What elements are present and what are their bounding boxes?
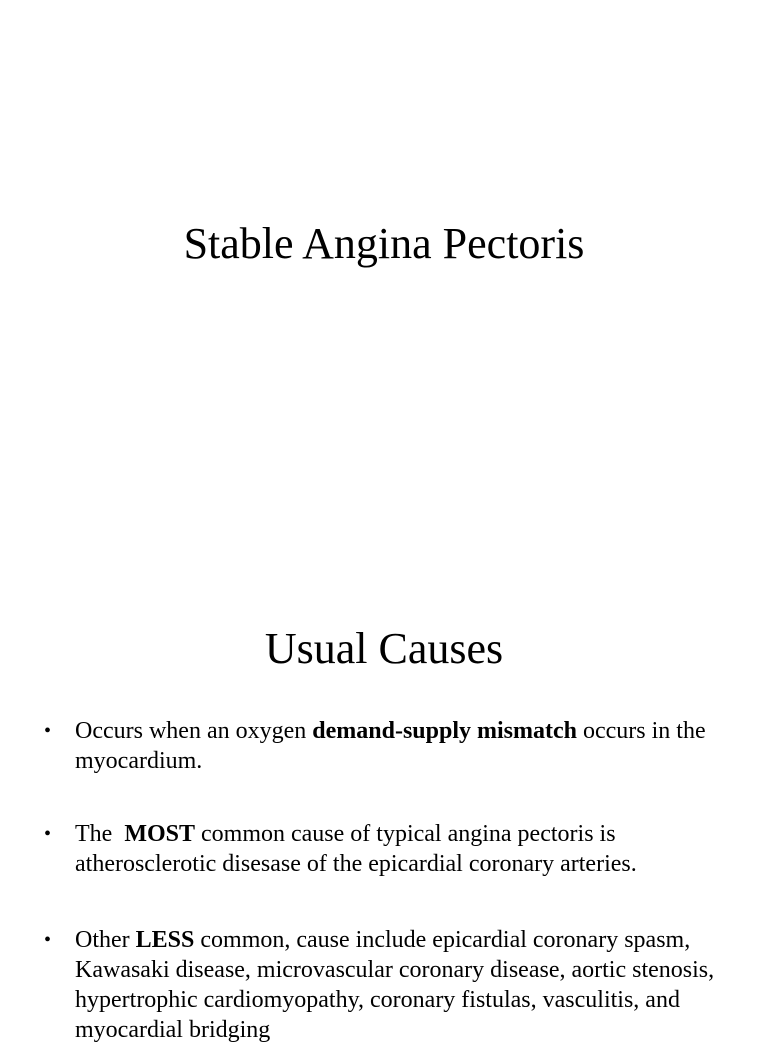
bullet-item-oxygen-mismatch — [44, 716, 735, 776]
bullet-item-less-common-causes — [44, 925, 735, 1045]
bullet-text-emphasis: MOST — [124, 821, 195, 847]
bullet-text-part: The — [75, 821, 125, 847]
slide-title: Stable Angina Pectoris — [183, 219, 585, 268]
bullet-icon: • — [44, 929, 52, 951]
bullet-text-part: common, cause include epicardial coronary spasm, Kawasaki disease, microvascular coronary disease, aortic stenosis, hypertrophic cardiomyopathy, coronary fistulas, vasculitis, and myocardial bridging — [75, 927, 715, 1043]
bullet-item-most-common-cause — [44, 819, 735, 879]
section-heading: Usual Causes — [264, 624, 504, 673]
bullet-text-part: Other — [75, 927, 136, 953]
bullet-icon: • — [44, 720, 52, 742]
bullet-text — [75, 718, 706, 774]
bullet-text-part: common cause of typical angina pectoris is atherosclerotic disesase of the epicardial coronary arteries. — [75, 821, 637, 877]
bullet-text — [75, 821, 637, 877]
bullet-icon: • — [44, 823, 52, 845]
bullet-text-emphasis: demand-supply mismatch — [312, 718, 577, 744]
bullet-text-emphasis: LESS — [135, 927, 195, 953]
bullet-text-part: Occurs when an oxygen — [75, 718, 313, 744]
bullet-text-part: occurs in the myocardium. — [75, 718, 706, 774]
bullet-text — [75, 927, 714, 1043]
